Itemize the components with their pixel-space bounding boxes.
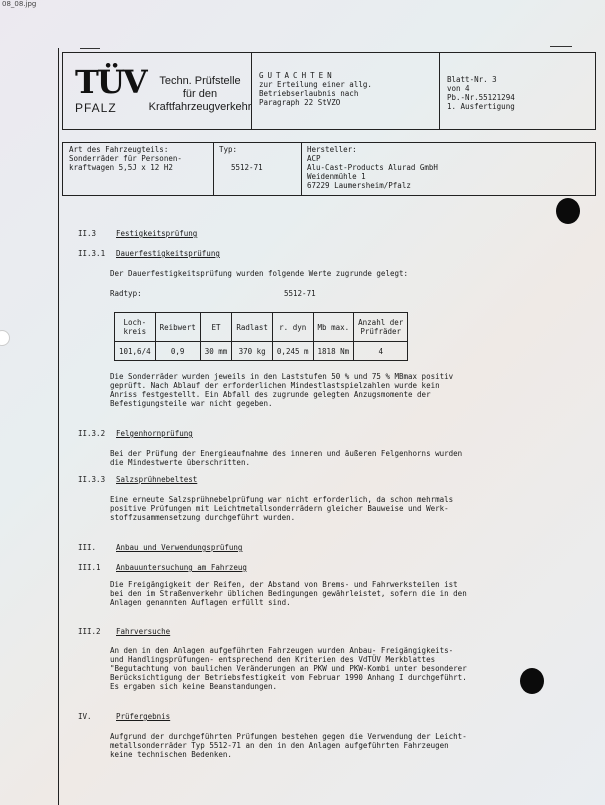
typ-label: Typ: <box>219 145 238 154</box>
intro-text: Der Dauerfestigkeitsprüfung wurden folgende Werte zugrunde gelegt: <box>110 269 409 278</box>
paragraph: Aufgrund der durchgeführten Prüfungen bestehen gegen die Verwendung der Leicht- metallsonderräder Typ 5512-71 an den in den Anlagen aufgeführten Fahrzeugen keine technischen Bedenken. <box>110 732 467 759</box>
radtyp-label: Radtyp: <box>110 289 142 298</box>
manufacturer-line: Alu-Cast-Products Alurad GmbH <box>307 163 438 172</box>
gutachten-line: zur Erteilung einer allg. <box>259 80 372 89</box>
section-number: III.1 <box>78 563 101 572</box>
table-header: Mb max. <box>313 313 354 342</box>
scan-dash <box>550 46 572 47</box>
test-values-table <box>114 312 408 361</box>
manufacturer-line: 67229 Laumersheim/Pfalz <box>307 181 411 190</box>
file-label: 08_08.jpg <box>2 0 37 8</box>
section-number: III.2 <box>78 627 101 636</box>
section-number: III. <box>78 543 97 552</box>
logo-letters: TÜV <box>75 63 146 101</box>
section-number: II.3.2 <box>78 429 106 438</box>
sheet-line: von 4 <box>447 84 470 93</box>
gutachten-line: Paragraph 22 StVZO <box>259 98 341 107</box>
manufacturer-cell <box>307 145 438 197</box>
table-cell: 4 <box>354 342 408 361</box>
section-title: Anbau und Verwendungsprüfung <box>116 543 243 552</box>
paragraph: An den in den Anlagen aufgeführten Fahrzeugen wurden Anbau- Freigängigkeits- und Handlingsprüfungen- entsprechend den Kriterien des VdTÜV Merkblattes "Begutachtung von baulichen Veränderungen an PKW und PKW-Kombi unter besonderer Berücksichtigung der Betriebsfestigkeit vom Februar 1990 Anhang I durchgeführt. Es ergaben sich keine Beanstandungen. <box>110 646 467 691</box>
section-title: Anbauuntersuchung am Fahrzeug <box>116 563 247 572</box>
table-header: r. dyn <box>272 313 313 342</box>
paragraph: Eine erneute Salzsprühnebelprüfung war nicht erforderlich, da schon mehrmals positive Prüfungen mit Leichtmetallsonderrädern gleicher Bauweise und Werk- stoffzusammensetzung durchgeführt wurden. <box>110 495 454 522</box>
sheet-info <box>447 75 515 111</box>
sheet-line: Blatt-Nr. 3 <box>447 75 497 84</box>
part-info-table <box>62 142 596 196</box>
table-cell: 1818 Nm <box>313 342 354 361</box>
table-header: Anzahl der Prüfräder <box>354 313 408 342</box>
table-cell: 370 kg <box>232 342 273 361</box>
typ-cell <box>219 145 263 197</box>
section-title: Salzsprühnebeltest <box>116 475 198 484</box>
org-line: Kraftfahrzeugverkehr <box>148 101 252 113</box>
logo-region: PFALZ <box>75 101 117 115</box>
table-cell: 0,245 m <box>272 342 313 361</box>
tuv-logo <box>75 63 146 117</box>
manufacturer-label: Hersteller: <box>307 145 357 154</box>
section-title: Dauerfestigkeitsprüfung <box>116 249 220 258</box>
part-type-label: Art des Fahrzeugteils: <box>69 145 169 154</box>
sheet-line: 1. Ausfertigung <box>447 102 515 111</box>
table-cell: 30 mm <box>200 342 232 361</box>
gutachten-block <box>259 71 372 107</box>
gutachten-line: Betriebserlaubnis nach <box>259 89 359 98</box>
section-number: IV. <box>78 712 92 721</box>
org-line: Techn. Prüfstelle <box>159 75 241 87</box>
part-type-value: Sonderräder für Personen- <box>69 154 182 163</box>
section-number: II.3.1 <box>78 249 106 258</box>
table-cell: 0,9 <box>155 342 200 361</box>
gutachten-title: GUTACHTEN <box>259 71 336 80</box>
table-header: Radlast <box>232 313 273 342</box>
manufacturer-line: ACP <box>307 154 321 163</box>
typ-value: 5512-71 <box>231 163 263 172</box>
table-header: Reibwert <box>155 313 200 342</box>
section-number: II.3 <box>78 229 97 238</box>
punch-hole-left <box>0 330 10 346</box>
table-cell: 101,6/4 <box>115 342 156 361</box>
sheet-line: Pb.-Nr.55121294 <box>447 93 515 102</box>
section-title: Prüfergebnis <box>116 712 171 721</box>
section-number: II.3.3 <box>78 475 106 484</box>
org-line: für den <box>182 88 218 100</box>
manufacturer-line: Weidenmühle 1 <box>307 172 366 181</box>
paragraph: Bei der Prüfung der Energieaufnahme des inneren und äußeren Felgenhorns wurden die Mindestwerte überschritten. <box>110 449 463 467</box>
paragraph: Die Sonderräder wurden jeweils in den Laststufen 50 % und 75 % MBmax positiv geprüft. Nach Ablauf der erforderlichen Mindestlastspielzahlen wurde kein Anriss festgestellt. Ein Abfall des zugrunde gelegten Anzugsmomente der Befestigungsteile war nicht gegeben. <box>110 372 454 408</box>
radtyp-value: 5512-71 <box>284 289 316 298</box>
section-title: Festigkeitsprüfung <box>116 229 198 238</box>
section-title: Felgenhornprüfung <box>116 429 193 438</box>
table-header: ET <box>200 313 232 342</box>
section-title: Fahrversuche <box>116 627 171 636</box>
paragraph: Die Freigängigkeit der Reifen, der Abstand von Brems- und Fahrwerksteilen ist bei den im Straßenverkehr üblichen Bedingungen gewährleistet, sofern die in den Anlagen genannten Auflagen erfüllt sind. <box>110 580 467 607</box>
part-type-cell <box>69 145 182 197</box>
table-header: Loch- kreis <box>115 313 156 342</box>
organization-name <box>135 75 265 114</box>
part-type-value: kraftwagen 5,5J x 12 H2 <box>69 163 173 172</box>
document-header <box>62 52 596 130</box>
